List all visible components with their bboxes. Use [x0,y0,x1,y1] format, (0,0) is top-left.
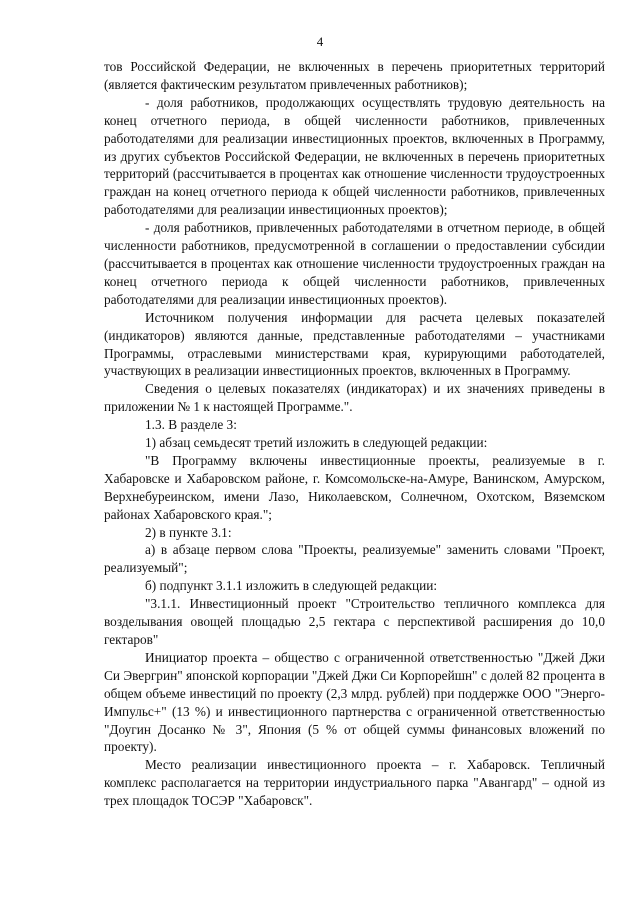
paragraph: б) подпункт 3.1.1 изложить в следующей редакции: [145,578,438,594]
paragraph: "В Программу включены инвестиционные проекты, реализуемые в г. Хабаровске и Хабаровском районе, г. Комсомольске-на-Амуре, Ванинском, Амурском, Верхнебуреинском, имени Лазо, Николаевском, Солнечном, Охотском, Вяземском районах Хабаровского края."; [104,452,605,522]
paragraph: а) в абзаце первом слова "Проекты, реализуемые" заменить словами "Проект, реализуемый"; [104,542,605,576]
paragraph: 1.3. В разделе 3: [145,417,237,433]
paragraph: Источником получения информации для расчета целевых показателей (индикаторов) являются данные, представленные работодателями – участниками Программы, отраслевыми министерствами края, курирующими работодателей, участвующих в реализации инвестиционных проектов, включенных в Программу. [104,309,605,379]
paragraph: Место реализации инвестиционного проекта – г. Хабаровск. Тепличный комплекс располагается на территории индустриального парка "Авангард" – одной из трех площадок ТОСЭР "Хабаровск". [104,757,605,809]
paragraph: - доля работников, привлеченных работодателями в отчетном периоде, в общей численности работников, предусмотренной в соглашении о предоставлении субсидии (рассчитывается в процентах как отношение численности трудоустроенных граждан на конец отчетного периода к общей численности работников, привлеченных работодателями для реализации инвестиционных проектов). [104,220,605,307]
paragraph: "3.1.1. Инвестиционный проект "Строительство тепличного комплекса для возделывания овощей площадью 2,5 гектара с перспективой расширения до 10,0 гектаров" [104,596,605,647]
paragraph: 1) абзац семьдесят третий изложить в следующей редакции: [145,435,488,451]
paragraph: 2) в пункте 3.1: [145,524,232,540]
paragraph: Инициатор проекта – общество с ограниченной ответственностью "Джей Джи Си Эвергрин" японской корпорации "Джей Джи Си Корпорейшн" с долей 82 процента в общем объеме инвестиций по проекту (2,3 млрд. рублей) при поддержке ООО "Энерго-Импульс+" (13 %) и инвестиционного партнерства с ограниченной ответственностью "Доугин Досанко № 3", Япония (5 % от общей суммы финансовых вложений по проекту). [104,649,605,755]
paragraph: Сведения о целевых показателях (индикаторах) и их значениях приведены в приложении № 1 к настоящей Программе.". [104,381,605,415]
document-body [104,58,605,810]
page-number: 4 [316,34,324,49]
paragraph: - доля работников, продолжающих осуществлять трудовую деятельность на конец отчетного периода, в общей численности работников, привлеченных работодателями для реализации инвестиционных проектов, включенных в Программу, из других субъектов Российской Федерации, не включенных в перечень приоритетных территорий (рассчитывается в процентах как отношение численности трудоустроенных граждан на конец отчетного периода к общей численности работников, привлеченных работодателями для реализации инвестиционных проектов); [104,94,605,218]
paragraph: тов Российской Федерации, не включенных в перечень приоритетных территорий (является фактическим результатом привлеченных работников); [104,59,605,92]
